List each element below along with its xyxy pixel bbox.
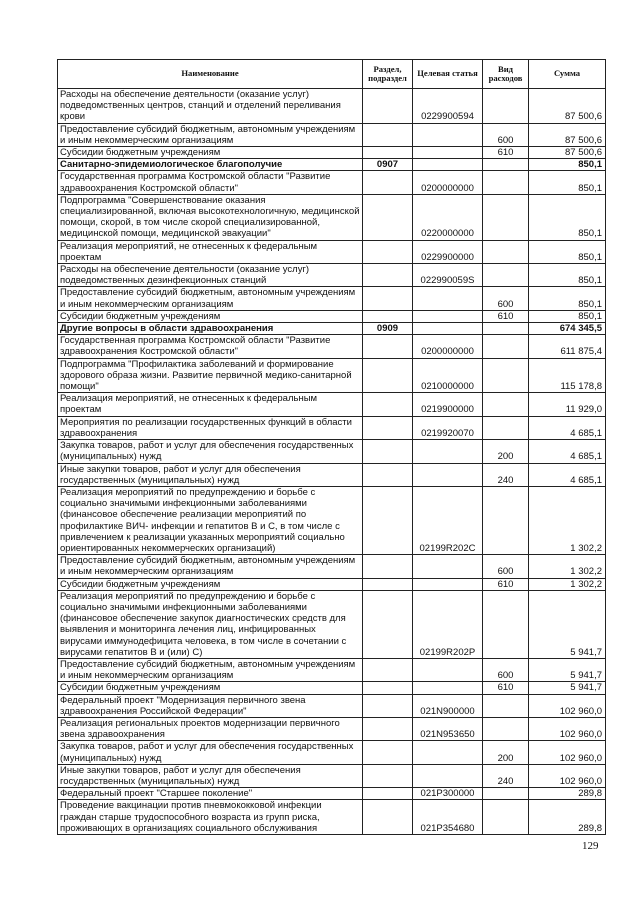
row-name: Другие вопросы в области здравоохранения <box>58 323 363 335</box>
row-sum: 87 500,6 <box>529 147 606 159</box>
row-target <box>413 682 483 694</box>
row-sum: 4 685,1 <box>529 463 606 486</box>
row-section <box>363 658 413 681</box>
row-section <box>363 578 413 590</box>
row-section <box>363 486 413 554</box>
row-section <box>363 682 413 694</box>
table-row <box>58 800 606 835</box>
row-expense-type: 240 <box>483 764 529 787</box>
row-target <box>413 440 483 463</box>
row-target <box>413 463 483 486</box>
row-target: 021P300000 <box>413 788 483 800</box>
row-target: 0219900000 <box>413 393 483 416</box>
row-target: 021N900000 <box>413 694 483 717</box>
row-section <box>363 440 413 463</box>
row-expense-type: 600 <box>483 555 529 578</box>
row-section <box>363 358 413 393</box>
row-section <box>363 123 413 146</box>
row-name: Субсидии бюджетным учреждениям <box>58 682 363 694</box>
row-sum: 87 500,6 <box>529 89 606 124</box>
row-name: Иные закупки товаров, работ и услуг для обеспечения государственных (муниципальных) нужд <box>58 764 363 787</box>
row-name: Мероприятия по реализации государственных функций в области здравоохранения <box>58 416 363 439</box>
row-sum: 289,8 <box>529 800 606 835</box>
row-expense-type <box>483 89 529 124</box>
row-expense-type: 610 <box>483 147 529 159</box>
row-target <box>413 658 483 681</box>
table-row <box>58 741 606 764</box>
row-name: Реализация мероприятий, не отнесенных к федеральным проектам <box>58 393 363 416</box>
row-section <box>363 463 413 486</box>
row-expense-type: 200 <box>483 741 529 764</box>
row-target: 021P354680 <box>413 800 483 835</box>
row-target: 0210000000 <box>413 358 483 393</box>
row-name: Реализация мероприятий по предупреждению и борьбе с социально значимыми инфекционными заболеваниями (финансовое обеспечение реализации мероприятий по профилактике ВИЧ- инфекции и гепатитов В и С, в том числе с привлечением к реализации указанных мероприятий социально ориентированных некоммерческих организаций) <box>58 486 363 554</box>
row-sum: 850,1 <box>529 194 606 240</box>
row-name: Государственная программа Костромской области "Развитие здравоохранения Костромской области" <box>58 335 363 358</box>
row-section <box>363 393 413 416</box>
row-section <box>363 287 413 310</box>
row-name: Предоставление субсидий бюджетным, автономным учреждениям и иным некоммерческим организациям <box>58 555 363 578</box>
table-row <box>58 159 606 171</box>
row-sum: 102 960,0 <box>529 694 606 717</box>
row-name: Субсидии бюджетным учреждениям <box>58 147 363 159</box>
table-row <box>58 788 606 800</box>
row-section: 0907 <box>363 159 413 171</box>
row-section <box>363 335 413 358</box>
table-row <box>58 171 606 194</box>
row-expense-type: 600 <box>483 123 529 146</box>
row-expense-type <box>483 335 529 358</box>
row-sum: 1 302,2 <box>529 486 606 554</box>
row-name: Расходы на обеспечение деятельности (оказание услуг) подведомственных дезинфекционных станций <box>58 264 363 287</box>
row-sum: 102 960,0 <box>529 741 606 764</box>
row-expense-type <box>483 159 529 171</box>
row-sum: 289,8 <box>529 788 606 800</box>
row-expense-type <box>483 694 529 717</box>
header-sum: Сумма <box>529 60 606 89</box>
row-target <box>413 555 483 578</box>
table-row <box>58 717 606 740</box>
row-target <box>413 123 483 146</box>
row-name: Закупка товаров, работ и услуг для обеспечения государственных (муниципальных) нужд <box>58 440 363 463</box>
row-name: Проведение вакцинации против пневмококковой инфекции граждан старше трудоспособного возраста из групп риска, проживающих в организациях социального обслуживания <box>58 800 363 835</box>
row-expense-type <box>483 358 529 393</box>
row-expense-type: 600 <box>483 287 529 310</box>
row-section <box>363 694 413 717</box>
row-expense-type <box>483 788 529 800</box>
row-target: 0219920070 <box>413 416 483 439</box>
row-target: 0200000000 <box>413 171 483 194</box>
row-sum: 11 929,0 <box>529 393 606 416</box>
row-section <box>363 264 413 287</box>
row-target: 021N953650 <box>413 717 483 740</box>
row-name: Подпрограмма "Совершенствование оказания специализированной, включая высокотехнологичную, медицинской помощи, скорой, в том числе скорой специализированной, медицинской помощи, медицинской эвакуации" <box>58 194 363 240</box>
row-section <box>363 171 413 194</box>
row-sum: 5 941,7 <box>529 658 606 681</box>
row-section <box>363 788 413 800</box>
row-name: Предоставление субсидий бюджетным, автономным учреждениям и иным некоммерческим организациям <box>58 658 363 681</box>
table-row <box>58 393 606 416</box>
row-section <box>363 416 413 439</box>
row-name: Расходы на обеспечение деятельности (оказание услуг) подведомственных центров, станций и отделений переливания крови <box>58 89 363 124</box>
row-expense-type <box>483 323 529 335</box>
row-expense-type <box>483 486 529 554</box>
row-target: 02199R202C <box>413 486 483 554</box>
row-target: 0200000000 <box>413 335 483 358</box>
row-name: Реализация мероприятий, не отнесенных к федеральным проектам <box>58 240 363 263</box>
row-section: 0909 <box>363 323 413 335</box>
row-target: 02199R202P <box>413 590 483 658</box>
table-row <box>58 194 606 240</box>
row-section <box>363 717 413 740</box>
row-expense-type <box>483 416 529 439</box>
table-row <box>58 264 606 287</box>
row-sum: 674 345,5 <box>529 323 606 335</box>
row-section <box>363 89 413 124</box>
row-name: Реализация региональных проектов модернизации первичного звена здравоохранения <box>58 717 363 740</box>
table-row <box>58 358 606 393</box>
row-sum: 5 941,7 <box>529 682 606 694</box>
table-row <box>58 764 606 787</box>
table-row <box>58 463 606 486</box>
row-target <box>413 147 483 159</box>
header-section: Раздел, подраздел <box>363 60 413 89</box>
row-name: Реализация мероприятий по предупреждению и борьбе с социально значимыми инфекционными заболеваниями (финансовое обеспечение закупок диагностических средств для выявления и мониторинга лечения лиц, инфицированных вирусами иммунодефицита человека, в том числе в сочетании с вирусами гепатитов В и (или) С) <box>58 590 363 658</box>
row-name: Подпрограмма "Профилактика заболеваний и формирование здорового образа жизни. Развитие первичной медико-санитарной помощи" <box>58 358 363 393</box>
table-row <box>58 335 606 358</box>
row-sum: 102 960,0 <box>529 717 606 740</box>
row-sum: 5 941,7 <box>529 590 606 658</box>
row-target <box>413 159 483 171</box>
row-expense-type <box>483 393 529 416</box>
row-target: 0229900594 <box>413 89 483 124</box>
table-row <box>58 486 606 554</box>
table-row <box>58 658 606 681</box>
row-section <box>363 240 413 263</box>
row-expense-type: 600 <box>483 658 529 681</box>
table-row <box>58 694 606 717</box>
row-target <box>413 578 483 590</box>
table-row <box>58 123 606 146</box>
row-name: Закупка товаров, работ и услуг для обеспечения государственных (муниципальных) нужд <box>58 741 363 764</box>
row-section <box>363 800 413 835</box>
row-sum: 850,1 <box>529 310 606 322</box>
row-target: 0229900000 <box>413 240 483 263</box>
table-row <box>58 555 606 578</box>
row-sum: 850,1 <box>529 264 606 287</box>
row-target <box>413 310 483 322</box>
table-row <box>58 440 606 463</box>
header-target: Целевая статья <box>413 60 483 89</box>
row-section <box>363 147 413 159</box>
table-row <box>58 578 606 590</box>
row-expense-type: 200 <box>483 440 529 463</box>
row-sum: 4 685,1 <box>529 416 606 439</box>
row-name: Предоставление субсидий бюджетным, автономным учреждениям и иным некоммерческим организациям <box>58 287 363 310</box>
table-row <box>58 416 606 439</box>
row-expense-type <box>483 171 529 194</box>
table-row <box>58 147 606 159</box>
row-sum: 1 302,2 <box>529 555 606 578</box>
row-sum: 4 685,1 <box>529 440 606 463</box>
row-name: Субсидии бюджетным учреждениям <box>58 578 363 590</box>
row-name: Иные закупки товаров, работ и услуг для обеспечения государственных (муниципальных) нужд <box>58 463 363 486</box>
table-row <box>58 310 606 322</box>
row-target: 0220000000 <box>413 194 483 240</box>
row-sum: 850,1 <box>529 159 606 171</box>
table-header-row <box>58 60 606 89</box>
row-section <box>363 590 413 658</box>
row-expense-type <box>483 240 529 263</box>
row-expense-type: 610 <box>483 682 529 694</box>
row-sum: 102 960,0 <box>529 764 606 787</box>
row-sum: 87 500,6 <box>529 123 606 146</box>
row-expense-type <box>483 800 529 835</box>
row-expense-type: 610 <box>483 578 529 590</box>
row-section <box>363 741 413 764</box>
row-name: Предоставление субсидий бюджетным, автономным учреждениям и иным некоммерческим организациям <box>58 123 363 146</box>
row-sum: 850,1 <box>529 287 606 310</box>
row-target: 022990059S <box>413 264 483 287</box>
row-expense-type <box>483 194 529 240</box>
table-row <box>58 323 606 335</box>
row-section <box>363 194 413 240</box>
row-section <box>363 764 413 787</box>
table-row <box>58 287 606 310</box>
table-row <box>58 89 606 124</box>
row-expense-type: 240 <box>483 463 529 486</box>
table-row <box>58 590 606 658</box>
table-row <box>58 682 606 694</box>
row-target <box>413 287 483 310</box>
table-body <box>58 89 606 835</box>
row-expense-type <box>483 264 529 287</box>
row-sum: 115 178,8 <box>529 358 606 393</box>
row-name: Государственная программа Костромской области "Развитие здравоохранения Костромской области" <box>58 171 363 194</box>
header-expense-type: Вид расходов <box>483 60 529 89</box>
row-name: Санитарно-эпидемиологическое благополучие <box>58 159 363 171</box>
row-name: Федеральный проект "Старшее поколение" <box>58 788 363 800</box>
row-target <box>413 323 483 335</box>
row-sum: 1 302,2 <box>529 578 606 590</box>
row-sum: 611 875,4 <box>529 335 606 358</box>
row-sum: 850,1 <box>529 171 606 194</box>
header-name: Наименование <box>58 60 363 89</box>
row-expense-type <box>483 590 529 658</box>
row-name: Субсидии бюджетным учреждениям <box>58 310 363 322</box>
row-expense-type <box>483 717 529 740</box>
row-target <box>413 764 483 787</box>
row-section <box>363 555 413 578</box>
row-section <box>363 310 413 322</box>
row-name: Федеральный проект "Модернизация первичного звена здравоохранения Российской Федерации" <box>58 694 363 717</box>
row-target <box>413 741 483 764</box>
table-row <box>58 240 606 263</box>
page-number: 129 <box>582 840 599 852</box>
row-expense-type: 610 <box>483 310 529 322</box>
budget-table <box>57 59 606 835</box>
row-sum: 850,1 <box>529 240 606 263</box>
